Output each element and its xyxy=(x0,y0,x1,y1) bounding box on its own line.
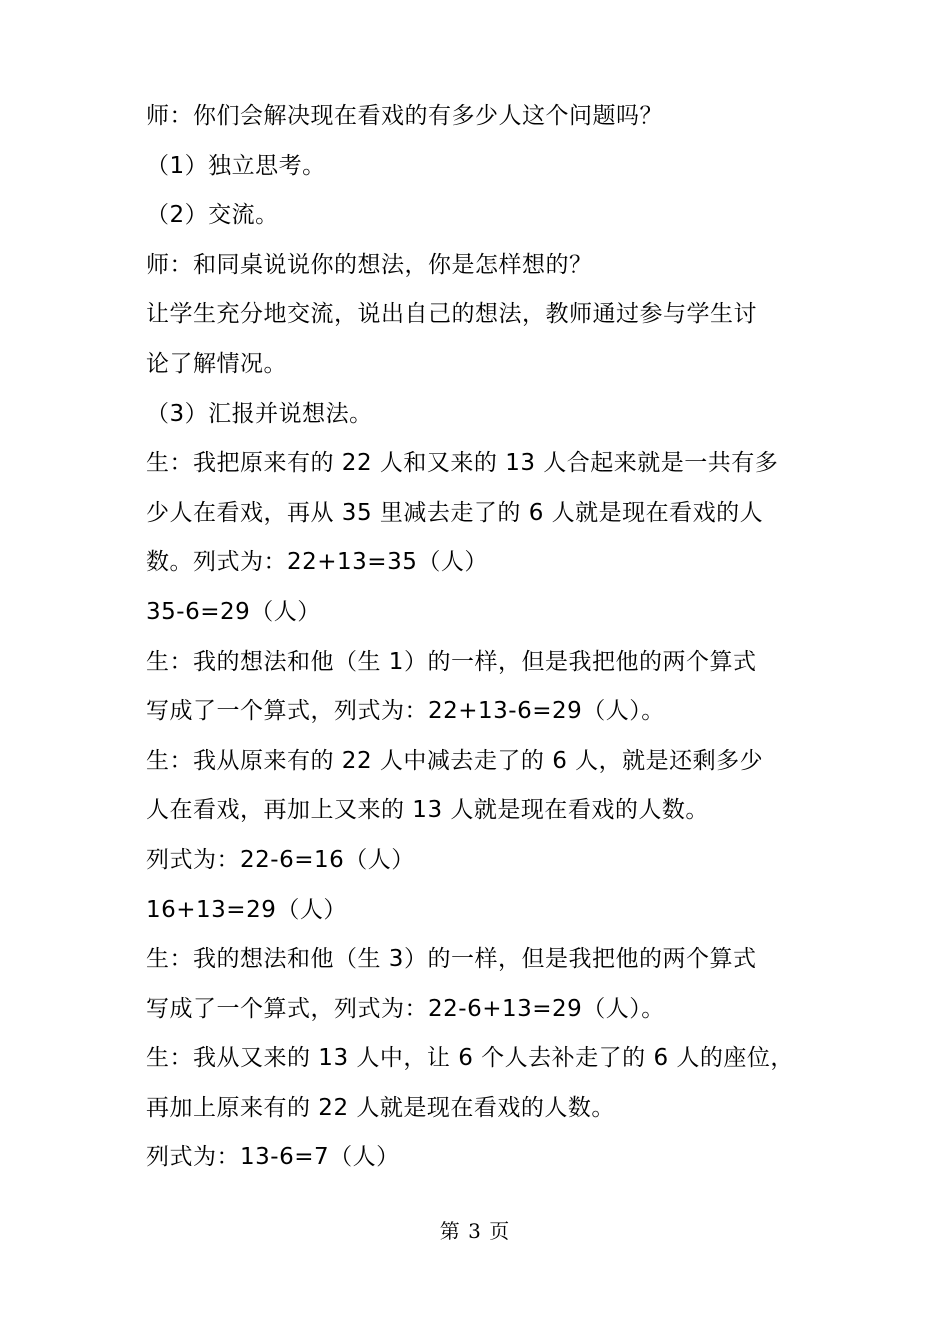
text-line: 生：我从又来的 13 人中，让 6 个人去补走了的 6 人的座位， xyxy=(146,1045,794,1072)
text-line: 写成了一个算式，列式为：22+13-6=29（人）。 xyxy=(146,698,665,725)
text-line: 人在看戏，再加上又来的 13 人就是现在看戏的人数。 xyxy=(146,797,709,824)
text-line: 16+13=29（人） xyxy=(146,896,347,923)
document-body xyxy=(146,92,816,1183)
text-line: 让学生充分地交流，说出自己的想法，教师通过参与学生讨 xyxy=(146,301,757,328)
text-line: 列式为：13-6=7（人） xyxy=(146,1144,400,1171)
text-line: 35-6=29（人） xyxy=(146,598,321,625)
text-line: 论了解情况。 xyxy=(146,350,287,377)
text-line: 再加上原来有的 22 人就是现在看戏的人数。 xyxy=(146,1094,615,1121)
text-line: 生：我把原来有的 22 人和又来的 13 人合起来就是一共有多 xyxy=(146,450,779,477)
text-line: 数。列式为：22+13=35（人） xyxy=(146,549,488,576)
text-line: 少人在看戏，再从 35 里减去走了的 6 人就是现在看戏的人 xyxy=(146,499,764,526)
page-number: 第 3 页 xyxy=(439,1219,511,1243)
text-line: 生：我的想法和他（生 1）的一样，但是我把他的两个算式 xyxy=(146,648,757,675)
text-line: （2）交流。 xyxy=(146,202,279,229)
text-line: （3）汇报并说想法。 xyxy=(146,400,373,427)
text-line: 生：我从原来有的 22 人中减去走了的 6 人，就是还剩多少 xyxy=(146,747,764,774)
text-line: 师：和同桌说说你的想法，你是怎样想的？ xyxy=(146,251,593,278)
text-line: 写成了一个算式，列式为：22-6+13=29（人）。 xyxy=(146,995,665,1022)
text-line: 列式为：22-6=16（人） xyxy=(146,846,415,873)
text-line: （1）独立思考。 xyxy=(146,152,326,179)
text-line: 生：我的想法和他（生 3）的一样，但是我把他的两个算式 xyxy=(146,946,757,973)
text-line: 师：你们会解决现在看戏的有多少人这个问题吗？ xyxy=(146,103,663,129)
